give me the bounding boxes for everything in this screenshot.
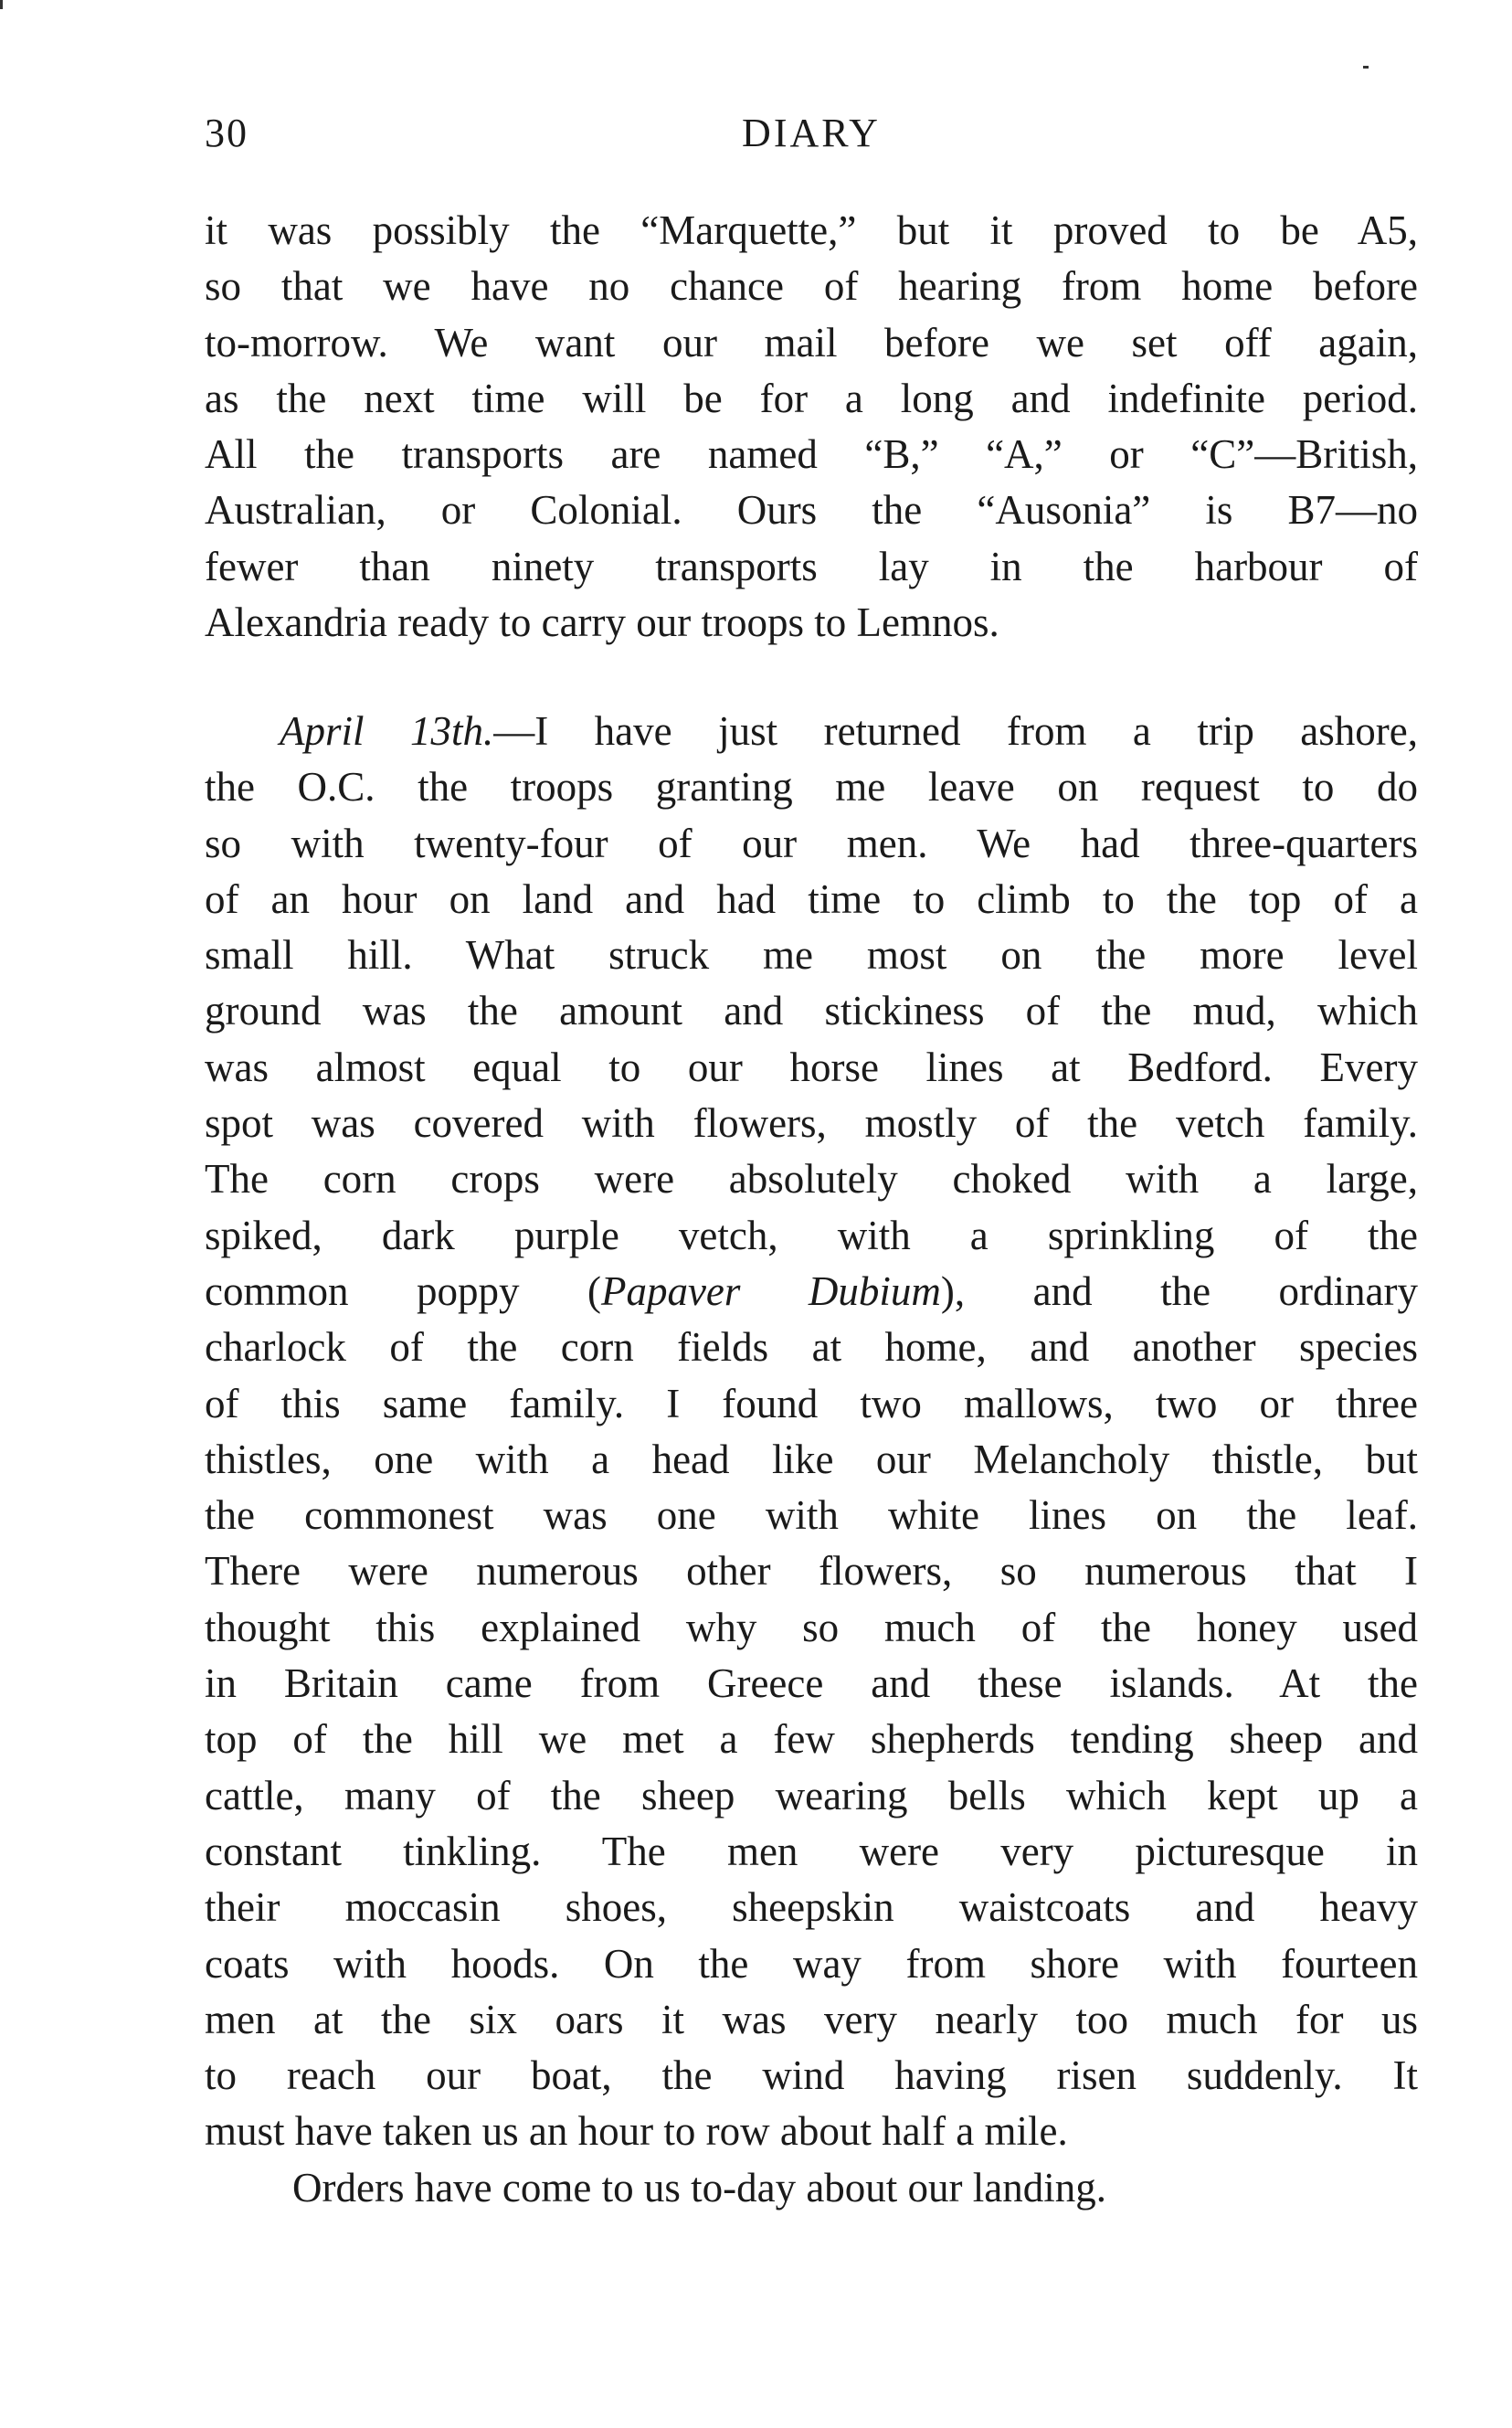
text-line: men at the six oars it was very nearly too much for us	[205, 1996, 1418, 2042]
paragraph-3: Orders have come to us to-day about our landing.	[292, 2164, 1107, 2211]
text-line: thistles, one with a head like our Melancholy thistle, but	[205, 1436, 1418, 1482]
text-line: thought this explained why so much of the honey used	[205, 1604, 1418, 1650]
text-line: it was possibly the “Marquette,” but it proved to be A5,	[205, 207, 1418, 253]
text-line: constant tinkling. The men were very picturesque in	[205, 1828, 1418, 1874]
paragraph-2	[205, 704, 1418, 2216]
text-line: the commonest was one with white lines on the leaf.	[205, 1492, 1418, 1539]
text-line: Australian, or Colonial. Ours the “Ausonia” is B7—no	[205, 487, 1418, 534]
text-line: spot was covered with flowers, mostly of the vetch family.	[205, 1100, 1418, 1147]
text-line: top of the hill we met a few shepherds tending sheep and	[205, 1716, 1418, 1763]
text-line: their moccasin shoes, sheepskin waistcoats and heavy	[205, 1884, 1418, 1931]
scan-edge-mark	[0, 0, 3, 9]
running-title: DIARY	[742, 111, 881, 155]
text-line: cattle, many of the sheep wearing bells which kept up a	[205, 1772, 1418, 1818]
page-number: 30	[205, 111, 248, 155]
text-line: of an hour on land and had time to climb to the top of a	[205, 875, 1418, 922]
text-line: the O.C. the troops granting me leave on request to do	[205, 764, 1418, 811]
text-line: There were numerous other flowers, so numerous that I	[205, 1548, 1418, 1595]
text-line: so with twenty-four of our men. We had three-quarters	[205, 820, 1418, 866]
text-line: as the next time will be for a long and indefinite period.	[205, 375, 1418, 421]
text-line: coats with hoods. On the way from shore with fourteen	[205, 1940, 1418, 1987]
text-line: to reach our boat, the wind having risen suddenly. It	[205, 2052, 1418, 2099]
text-line: All the transports are named “B,” “A,” or “C”—British,	[205, 431, 1418, 478]
text-line: to-morrow. We want our mail before we set off again,	[205, 319, 1418, 366]
text-line: The corn crops were absolutely choked with a large,	[205, 1156, 1418, 1203]
text-line: of this same family. I found two mallows, two or three	[205, 1380, 1418, 1426]
paragraph-1	[205, 203, 1418, 651]
page-header	[205, 110, 1418, 164]
text-line: fewer than ninety transports lay in the harbour of	[205, 543, 1418, 589]
entry-date: April 13th.	[280, 708, 494, 754]
text-line: in Britain came from Greece and these islands. At the	[205, 1660, 1418, 1707]
latin-name: Papaver Dubium	[600, 1267, 941, 1314]
text-line: must have taken us an hour to row about half a mile.	[205, 2108, 1068, 2155]
text-line: Alexandria ready to carry our troops to Lemnos.	[205, 599, 999, 646]
text-line: spiked, dark purple vetch, with a sprinkling of the	[205, 1212, 1418, 1258]
text-line: common poppy (Papaver Dubium), and the ordinary	[205, 1267, 1418, 1314]
text-line: small hill. What struck me most on the more level	[205, 932, 1418, 979]
text-line: April 13th.—I have just returned from a trip ashore,	[280, 708, 1419, 754]
scan-speck	[1363, 66, 1369, 69]
text-line: charlock of the corn fields at home, and another species	[205, 1324, 1418, 1371]
text-line: was almost equal to our horse lines at Bedford. Every	[205, 1044, 1418, 1090]
text-line: so that we have no chance of hearing from home before	[205, 263, 1418, 310]
text-line: ground was the amount and stickiness of the mud, which	[205, 988, 1418, 1034]
